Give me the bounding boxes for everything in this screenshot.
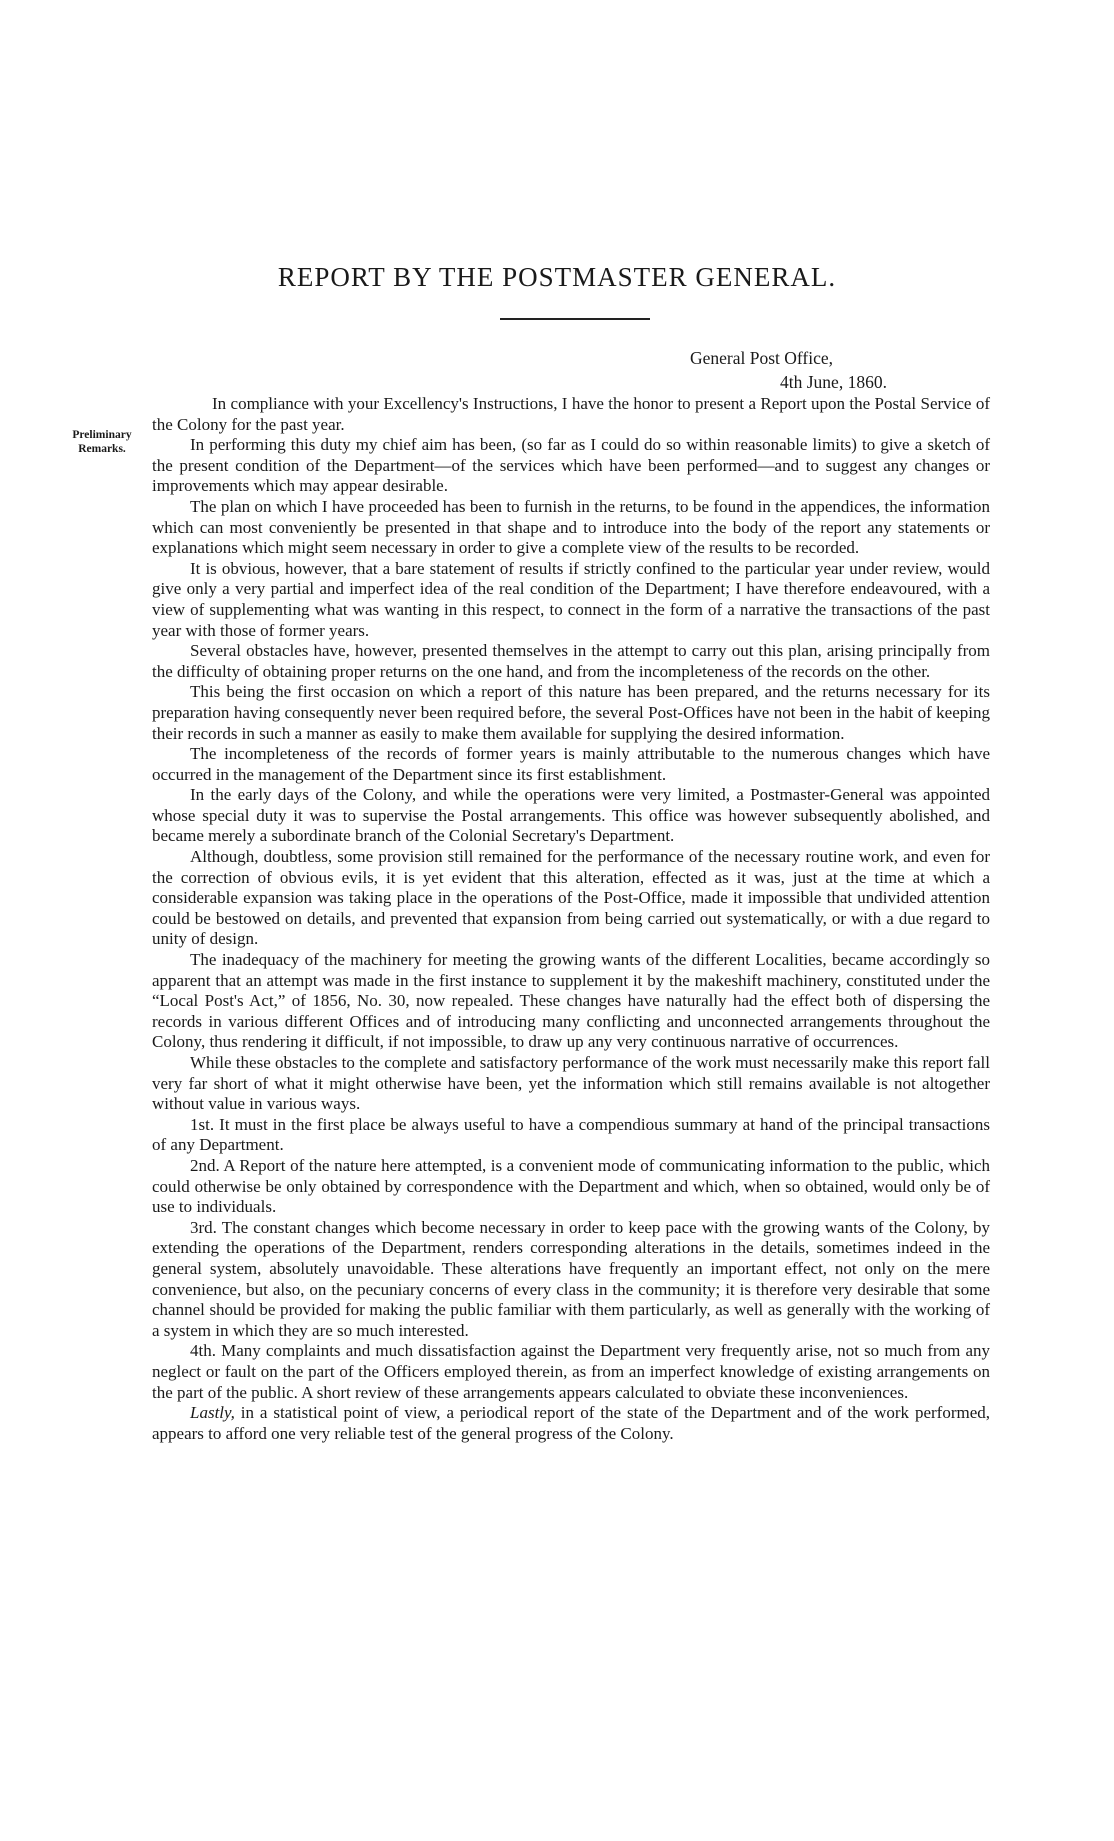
paragraph: Several obstacles have, however, presented themselves in the attempt to carry out this plan, arising principally from the difficulty of obtaining proper returns on the one hand, and from the incompleteness of the records on the other. [152, 641, 990, 681]
paragraph: This being the first occasion on which a report of this nature has been prepared, and the returns necessary for its preparation having consequently never been required before, the several Post-Offices have not been in the habit of keeping their records in such a manner as easily to make them available for supplying the desired information. [152, 682, 990, 743]
paragraph: While these obstacles to the complete and satisfactory performance of the work must necessarily make this report fall very far short of what it might otherwise have been, yet the information which still remains available is not altogether without value in various ways. [152, 1053, 990, 1114]
report-body [152, 394, 990, 1444]
paragraph: In the early days of the Colony, and while the operations were very limited, a Postmaster-General was appointed whose special duty it was to supervise the Postal arrangements. This office was however subsequently abolished, and became merely a subordinate branch of the Colonial Secretary's Department. [152, 785, 990, 846]
paragraph: The inadequacy of the machinery for meeting the growing wants of the different Localities, became accordingly so apparent that an attempt was made in the first instance to supplement it by the makeshift machinery, constituted under the “Local Post's Act,” of 1856, No. 30, now repealed. These changes have naturally had the effect both of dispersing the records in various different Offices and of introducing many conflicting and unconnected arrangements throughout the Colony, thus rendering it difficult, if not impossible, to draw up any very continuous narrative of occurrences. [152, 950, 990, 1052]
paragraph: 1st. It must in the first place be always useful to have a compendious summary at hand of the principal transactions of any Department. [152, 1114, 990, 1155]
paragraph: 2nd. A Report of the nature here attempted, is a convenient mode of communicating information to the public, which could otherwise be only obtained by correspondence with the Department and which, when so obtained, would only be of use to individuals. [152, 1155, 990, 1217]
paragraph: 3rd. The constant changes which become necessary in order to keep pace with the growing wants of the Colony, by extending the operations of the Department, renders corresponding alterations in the details, sometimes indeed in the general system, absolutely unavoidable. These alterations have frequently an important effect, not only on the mere convenience, but also, on the pecuniary concerns of every class in the community; it is therefore very desirable that some channel should be provided for making the public familiar with them particularly, as well as generally with the working of a system in which they are so much interested. [152, 1217, 990, 1340]
lastly-text: in a statistical point of view, a periodical report of the state of the Department and of the work performed, appears to afford one very reliable test of the general progress of the Colony. [152, 1403, 990, 1443]
paragraph: The plan on which I have proceeded has been to furnish in the returns, to be found in the appendices, the information which can most conveniently be presented in that shape and to introduce into the body of the report any statements or explanations which might seem necessary in order to give a complete view of the results to be recorded. [152, 496, 990, 558]
paragraph: In compliance with your Excellency's Instructions, I have the honor to present a Report upon the Postal Service of the Colony for the past year. [152, 394, 990, 434]
paragraph-last [152, 1403, 990, 1444]
dateline-office: General Post Office, [690, 348, 834, 368]
paragraph: It is obvious, however, that a bare statement of results if strictly confined to the particular year under review, would give only a very partial and imperfect idea of the real condition of the Department; I have therefore endeavoured, with a view of supplementing what was wanting in this respect, to connect in the form of a narrative the transactions of the past year with those of former years. [152, 558, 990, 640]
dateline [690, 346, 930, 394]
title-rule [500, 318, 650, 320]
margin-note: Preliminary Remarks. [72, 429, 132, 455]
paragraph: 4th. Many complaints and much dissatisfaction against the Department very frequently arise, not so much from any neglect or fault on the part of the Officers employed therein, as from an imperfect knowledge of existing arrangements on the part of the public. A short review of these arrangements appears calculated to obviate these inconveniences. [152, 1341, 990, 1402]
report-title: REPORT BY THE POSTMASTER GENERAL. [277, 262, 837, 292]
paragraph: In performing this duty my chief aim has been, (so far as I could do so within reasonable limits) to give a sketch of the present condition of the Department—of the services which have been performed—and to suggest any changes or improvements which may appear desirable. [152, 435, 990, 496]
paragraph: The incompleteness of the records of former years is mainly attributable to the numerous changes which have occurred in the management of the Department since its first establishment. [152, 744, 990, 784]
dateline-date: 4th June, 1860. [780, 372, 887, 392]
lastly-lead: Lastly, [190, 1403, 235, 1423]
paragraph: Although, doubtless, some provision still remained for the performance of the necessary routine work, and even for the correction of obvious evils, it is yet evident that this alteration, effected as it was, just at the time at which a considerable expansion was taking place in the operations of the Post-Office, made it impossible that undivided attention could be bestowed on details, and prevented that expansion from being carried out systematically, or with a due regard to unity of design. [152, 847, 990, 949]
